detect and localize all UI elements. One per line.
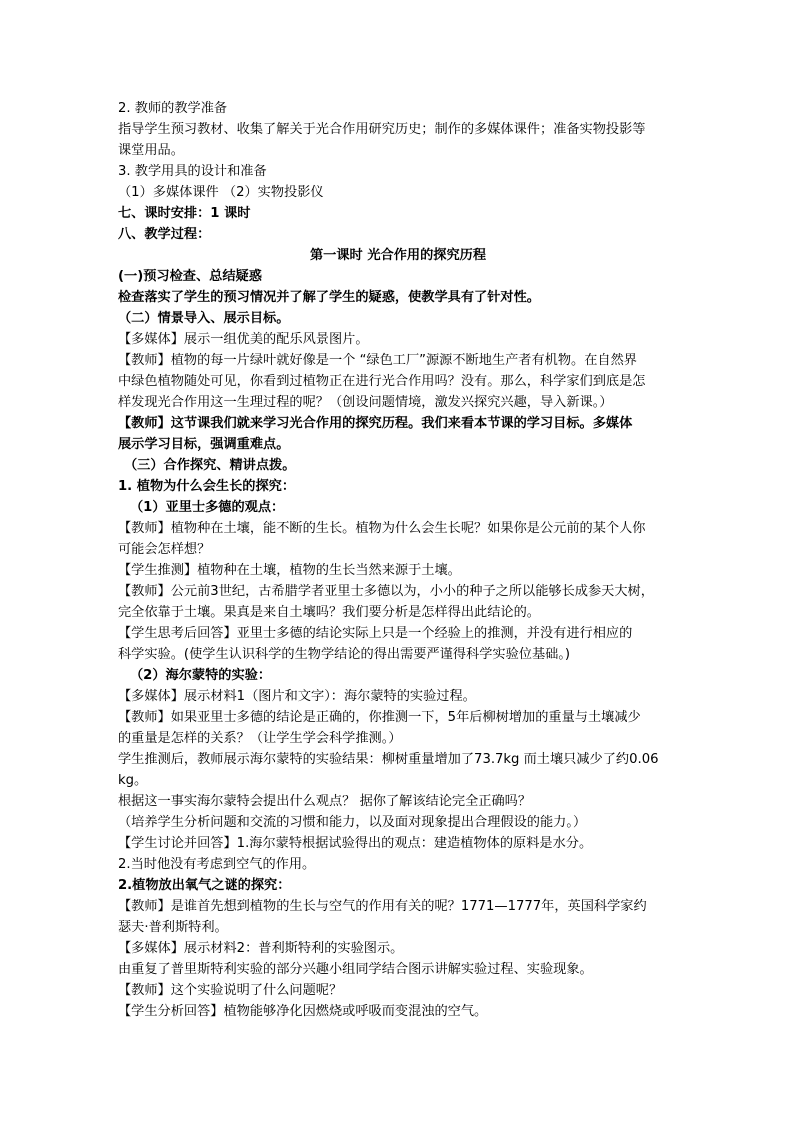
document-line: 【多媒体】展示一组优美的配乐风景图片。 (118, 332, 369, 347)
document-line: （三）合作探究、精讲点拨。 (124, 458, 296, 473)
document-line: 由重复了普里斯特利实验的部分兴趣小组同学结合图示讲解实验过程、实验现象。 (118, 962, 593, 977)
document-line: 学生推测后，教师展示海尔蒙特的实验结果：柳树重量增加了73.7kg 而土壤只减少了约0.06 (118, 752, 659, 767)
document-line: 七、课时安排：1 课时 (118, 206, 251, 221)
document-line: 科学实验。(使学生认识科学的生物学结论的得出需要严谨得科学实验位基础。) (118, 647, 571, 662)
document-line: 的重量是怎样的关系？（让学生学会科学推测。） (118, 731, 402, 746)
document-line: 根据这一事实海尔蒙特会提出什么观点？ 据你了解该结论完全正确吗？ (118, 794, 532, 809)
document-line: 【教师】这个实验说明了什么问题呢？ (118, 983, 343, 998)
document-line: 【学生思考后回答】亚里士多德的结论实际上只是一个经验上的推测，并没有进行相应的 (118, 626, 633, 641)
document-line: 【教师】这节课我们就来学习光合作用的探究历程。我们来看本节课的学习目标。多媒体 (118, 416, 633, 431)
document-line: 样发现光合作用这一生理过程的呢？（创设问题情境，激发兴探究兴趣，导入新课。） (118, 395, 613, 410)
document-line: 八、教学过程： (118, 227, 211, 242)
document-line: 1. 植物为什么会生长的探究： (118, 479, 296, 494)
document-line: 第一课时 光合作用的探究历程 (309, 248, 487, 263)
document-line: （1）多媒体课件 （2）实物投影仪 (118, 185, 324, 200)
document-line: 检查落实了学生的预习情况并了解了学生的疑惑，使教学具有了针对性。 (118, 290, 540, 305)
document-line: 2. 教师的教学准备 (118, 101, 228, 116)
document-line: （1）亚里士多德的观点： (130, 500, 285, 515)
document-line: 展示学习目标，强调重难点。 (118, 437, 290, 452)
document-line: 【教师】公元前3世纪，古希腊学者亚里士多德以为，小小的种子之所以能够长成参天大树， (118, 584, 654, 599)
document-line: 【学生分析回答】植物能够净化因燃烧或呼吸而变混浊的空气。 (118, 1004, 488, 1019)
document-line: （2）海尔蒙特的实验： (130, 668, 272, 683)
document-line: 中绿色植物随处可见，你看到过植物正在进行光合作用吗？没有。那么，科学家们到底是怎 (118, 374, 646, 389)
document-line: 2.当时他没有考虑到空气的作用。 (118, 857, 316, 872)
document-line: 【教师】是谁首先想到植物的生长与空气的作用有关的呢？1771—1777年，英国科学家约 (118, 899, 647, 914)
document-line: （培养学生分析问题和交流的习惯和能力，以及面对现象提出合理假设的能力。） (118, 815, 587, 830)
document-line: （二）情景导入、展示目标。 (118, 311, 290, 326)
document-line: 2.植物放出氧气之谜的探究： (118, 878, 291, 893)
document-line: 【教师】植物种在土壤，能不断的生长。植物为什么会生长呢？如果你是公元前的某个人你 (118, 521, 646, 536)
document-page (118, 98, 678, 1022)
document-line: 完全依靠于土壤。果真是来自土壤吗？我们要分析是怎样得出此结论的。 (118, 605, 540, 620)
document-line: kg。 (118, 773, 148, 788)
document-line: 3. 教学用具的设计和准备 (118, 164, 267, 179)
document-line: 课堂用品。 (118, 143, 184, 158)
document-line: 【教师】植物的每一片绿叶就好像是一个 “绿色工厂”源源不断地生产者有机物。在自然界 (118, 353, 637, 368)
document-line: 【教师】如果亚里士多德的结论是正确的，你推测一下，5年后柳树增加的重量与土壤减少 (118, 710, 641, 725)
document-line: 【学生推测】植物种在土壤，植物的生长当然来源于土壤。 (118, 563, 461, 578)
document-line: (一)预习检查、总结疑惑 (118, 269, 262, 284)
document-line: 瑟夫·普利斯特利。 (118, 920, 228, 935)
document-line: 【多媒体】展示材料1（图片和文字）：海尔蒙特的实验过程。 (118, 689, 476, 704)
document-line: 指导学生预习教材、收集了解关于光合作用研究历史；制作的多媒体课件；准备实物投影等 (118, 122, 646, 137)
document-line: 【多媒体】展示材料2：普利斯特利的实验图示。 (118, 941, 404, 956)
document-line: 可能会怎样想？ (118, 542, 211, 557)
document-line: 【学生讨论并回答】1.海尔蒙特根据试验得出的观点：建造植物体的原料是水分。 (118, 836, 593, 851)
